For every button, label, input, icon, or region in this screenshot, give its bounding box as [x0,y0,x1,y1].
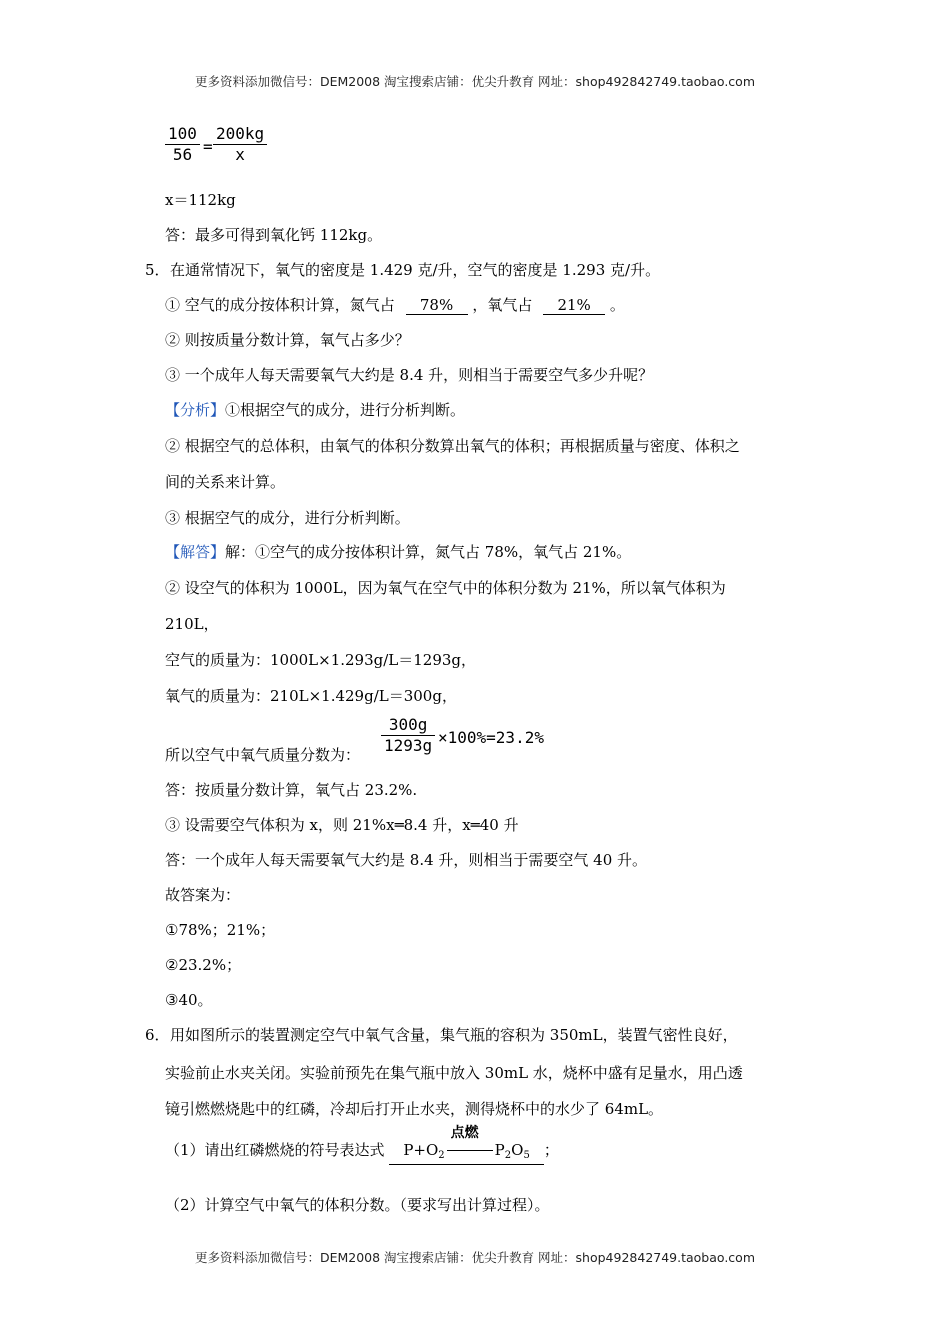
analysis-tag: 【分析】 [165,401,226,419]
q5-oxygen-mass: 氧气的质量为：210L×1.429g/L＝300g， [165,687,457,705]
equals-sign: = [203,137,213,156]
q5-analysis-3: ③ 根据空气的成分，进行分析判断。 [165,509,410,527]
q5-part1-text-b: ，氧气占 [472,296,533,314]
q6-stem-2: 实验前止水夹关闭。实验前预先在集气瓶中放入 30mL 水，烧杯中盛有足量水，用凸透 [165,1064,743,1082]
q6-sub1-answer-blank [389,1125,544,1165]
q5-part1-text-c: 。 [609,296,625,314]
q5-analysis-2a: ② 根据空气的总体积，由氧气的体积分数算出氧气的体积；再根据质量与密度、体积之 [165,437,740,455]
q5-final-1: ①78%；21%； [165,921,276,939]
q6-number: 6． [145,1026,170,1044]
reactant-subscript: 2 [438,1150,445,1161]
q5-final-label: 故答案为： [165,886,241,904]
fraction-tail: ×100%=23.2% [438,728,544,747]
product-o-subscript: 5 [523,1150,530,1161]
page-header: 更多资料添加微信号：DEM2008 淘宝搜索店铺：优尖升教育 网址：shop492842749.taobao.com [194,74,756,89]
q5-stem: 在通常情况下，氧气的密度是 1.429 克/升，空气的密度是 1.293 克/升。 [170,261,661,279]
analysis-text-1: ①根据空气的成分，进行分析判断。 [225,401,466,419]
fraction-numerator: 300g [388,715,428,734]
q5-fill-oxygen: 21% [543,297,605,315]
q5-solution-1 [165,541,631,562]
page-footer: 更多资料添加微信号：DEM2008 淘宝搜索店铺：优尖升教育 网址：shop492842749.taobao.com [194,1250,756,1265]
q5-solution-2a: ② 设空气的体积为 1000L，因为氧气在空气中的体积分数为 21%，所以氧气体积为 [165,579,726,597]
q5-final-3: ③40。 [165,991,213,1009]
q5-part1 [165,294,625,315]
q5-part2: ② 则按质量分数计算，氧气占多少？ [165,331,410,349]
q5-solution-2b: 210L， [165,615,219,633]
q6-sub1-label: （1）请出红磷燃烧的符号表达式 [165,1141,385,1159]
arrow-shaft [447,1150,493,1151]
product-p-subscript: 2 [504,1150,512,1161]
fraction-numerator: 100 [168,124,197,143]
reaction-condition: 点燃 [450,1125,479,1141]
fraction-300g-1293g [381,715,435,756]
q5-answer-3: 答：一个成年人每天需要氧气大约是 8.4 升，则相当于需要空气 40 升。 [165,851,648,869]
reaction-arrow [445,1125,495,1159]
prev-answer: 答：最多可得到氧化钙 112kg。 [165,226,383,244]
solution-text-1: 解：①空气的成分按体积计算，氮气占 78%，氧气占 21%。 [225,543,632,561]
q5-part3: ③ 一个成年人每天需要氧气大约是 8.4 升，则相当于需要空气多少升呢？ [165,366,654,384]
q5-final-2: ②23.2%； [165,956,242,974]
q6-sub1 [165,1125,559,1165]
q5-solution-3: ③ 设需要空气体积为 x，则 21%x═8.4 升，x═40 升 [165,816,519,834]
q6-sub2: （2）计算空气中氧气的体积分数。（要求写出计算过程）。 [165,1196,550,1214]
fraction-100-56 [165,124,200,165]
q5-part1-text-a: ① 空气的成分按体积计算，氮气占 [165,296,395,314]
q5-answer-2: 答：按质量分数计算，氧气占 23.2%. [165,781,418,799]
fraction-denominator: x [235,145,245,164]
q5-analysis-2b: 间的关系来计算。 [165,473,286,491]
q6-stem-3: 镜引燃燃烧匙中的红磷，冷却后打开止水夹，测得烧杯中的水少了 64mL。 [165,1100,664,1118]
q5-fraction-label: 所以空气中氧气质量分数为： [165,746,361,764]
fraction-denominator: 1293g [384,736,433,755]
q5-analysis-1 [165,399,465,420]
fraction-numerator: 200kg [216,124,265,143]
x-result: x＝112kg [165,191,236,209]
q5-fill-nitrogen: 78% [406,297,468,315]
q5-number: 5． [145,261,170,279]
q6-sub1-end: ； [543,1141,559,1159]
q6-stem-1: 用如图所示的装置测定空气中氧气含量，集气瓶的容积为 350mL，装置气密性良好， [170,1026,738,1044]
product-o: O [511,1141,524,1159]
fraction-200kg-x [213,124,267,165]
solution-tag: 【解答】 [165,543,226,561]
fraction-denominator: 56 [172,145,193,164]
product-p: P [494,1141,505,1159]
q5-air-mass: 空气的质量为：1000L×1.293g/L＝1293g， [165,651,477,669]
reactant: P+O [403,1141,439,1159]
